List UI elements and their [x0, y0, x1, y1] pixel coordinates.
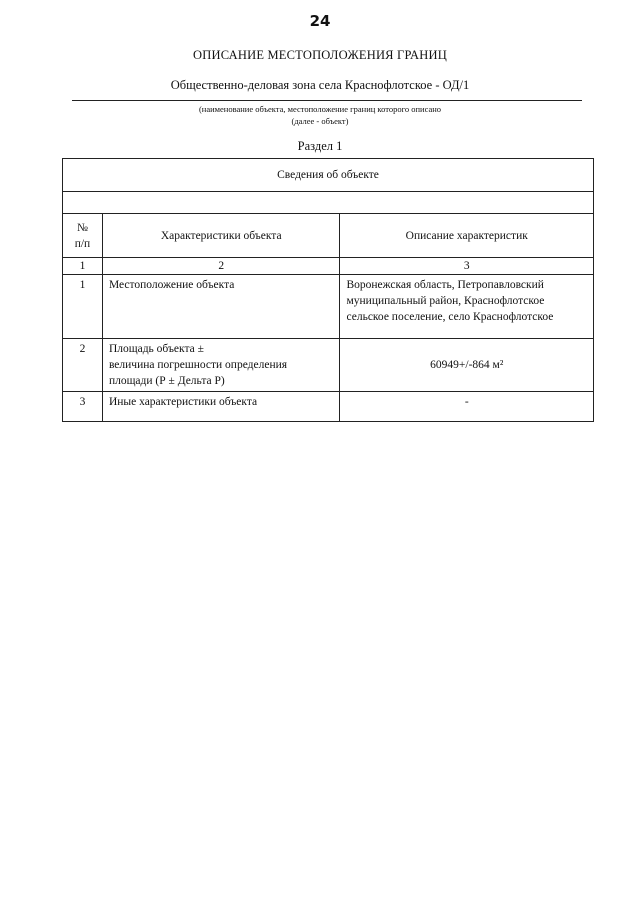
caption-line-2: (далее - объект) — [291, 116, 349, 126]
row-value: 60949+/-864 м² — [340, 339, 594, 392]
row-characteristic: Местоположение объекта — [102, 275, 340, 339]
characteristic-line: Площадь объекта ± — [108, 343, 204, 355]
object-name: Общественно-деловая зона села Краснофлотское - ОД/1 — [170, 78, 470, 92]
table-header-row — [63, 214, 594, 258]
document-title: ОПИСАНИЕ МЕСТОПОЛОЖЕНИЯ ГРАНИЦ — [193, 48, 447, 62]
value-line: муниципальный район, Краснофлотское — [346, 295, 545, 307]
header-number — [63, 214, 103, 258]
object-name-caption — [0, 103, 640, 127]
index-cell-2: 2 — [102, 258, 340, 275]
table-row — [63, 275, 594, 339]
characteristic-line: величина погрешности определения — [108, 359, 288, 371]
value-line: Воронежская область, Петропавловский — [346, 279, 544, 291]
table-caption-row — [63, 159, 594, 192]
table-caption: Сведения об объекте — [63, 159, 594, 192]
row-number: 1 — [63, 275, 103, 339]
index-cell-1: 1 — [63, 258, 103, 275]
object-name-underline — [72, 100, 582, 101]
row-characteristic — [102, 339, 340, 392]
value-line: сельское поселение, село Краснофлотское — [346, 311, 554, 323]
section-title: Раздел 1 — [297, 139, 343, 153]
table-row — [63, 339, 594, 392]
row-number: 2 — [63, 339, 103, 392]
header-number-symbol: № — [76, 221, 88, 234]
header-number-abbr: п/п — [74, 237, 91, 250]
index-cell-3: 3 — [340, 258, 594, 275]
page-number: 24 — [309, 12, 331, 30]
table-spacer-cell — [63, 192, 594, 214]
header-description: Описание характеристик — [340, 214, 594, 258]
characteristic-line: площади (Р ± Дельта Р) — [108, 375, 225, 387]
object-info-table — [62, 158, 594, 422]
table-row — [63, 392, 594, 422]
table-index-row — [63, 258, 594, 275]
row-value — [340, 275, 594, 339]
row-characteristic: Иные характеристики объекта — [102, 392, 340, 422]
header-characteristics: Характеристики объекта — [102, 214, 340, 258]
row-value: - — [340, 392, 594, 422]
caption-line-1: (наименование объекта, местоположение границ которого описано — [198, 104, 442, 114]
table-spacer-row — [63, 192, 594, 214]
row-number: 3 — [63, 392, 103, 422]
